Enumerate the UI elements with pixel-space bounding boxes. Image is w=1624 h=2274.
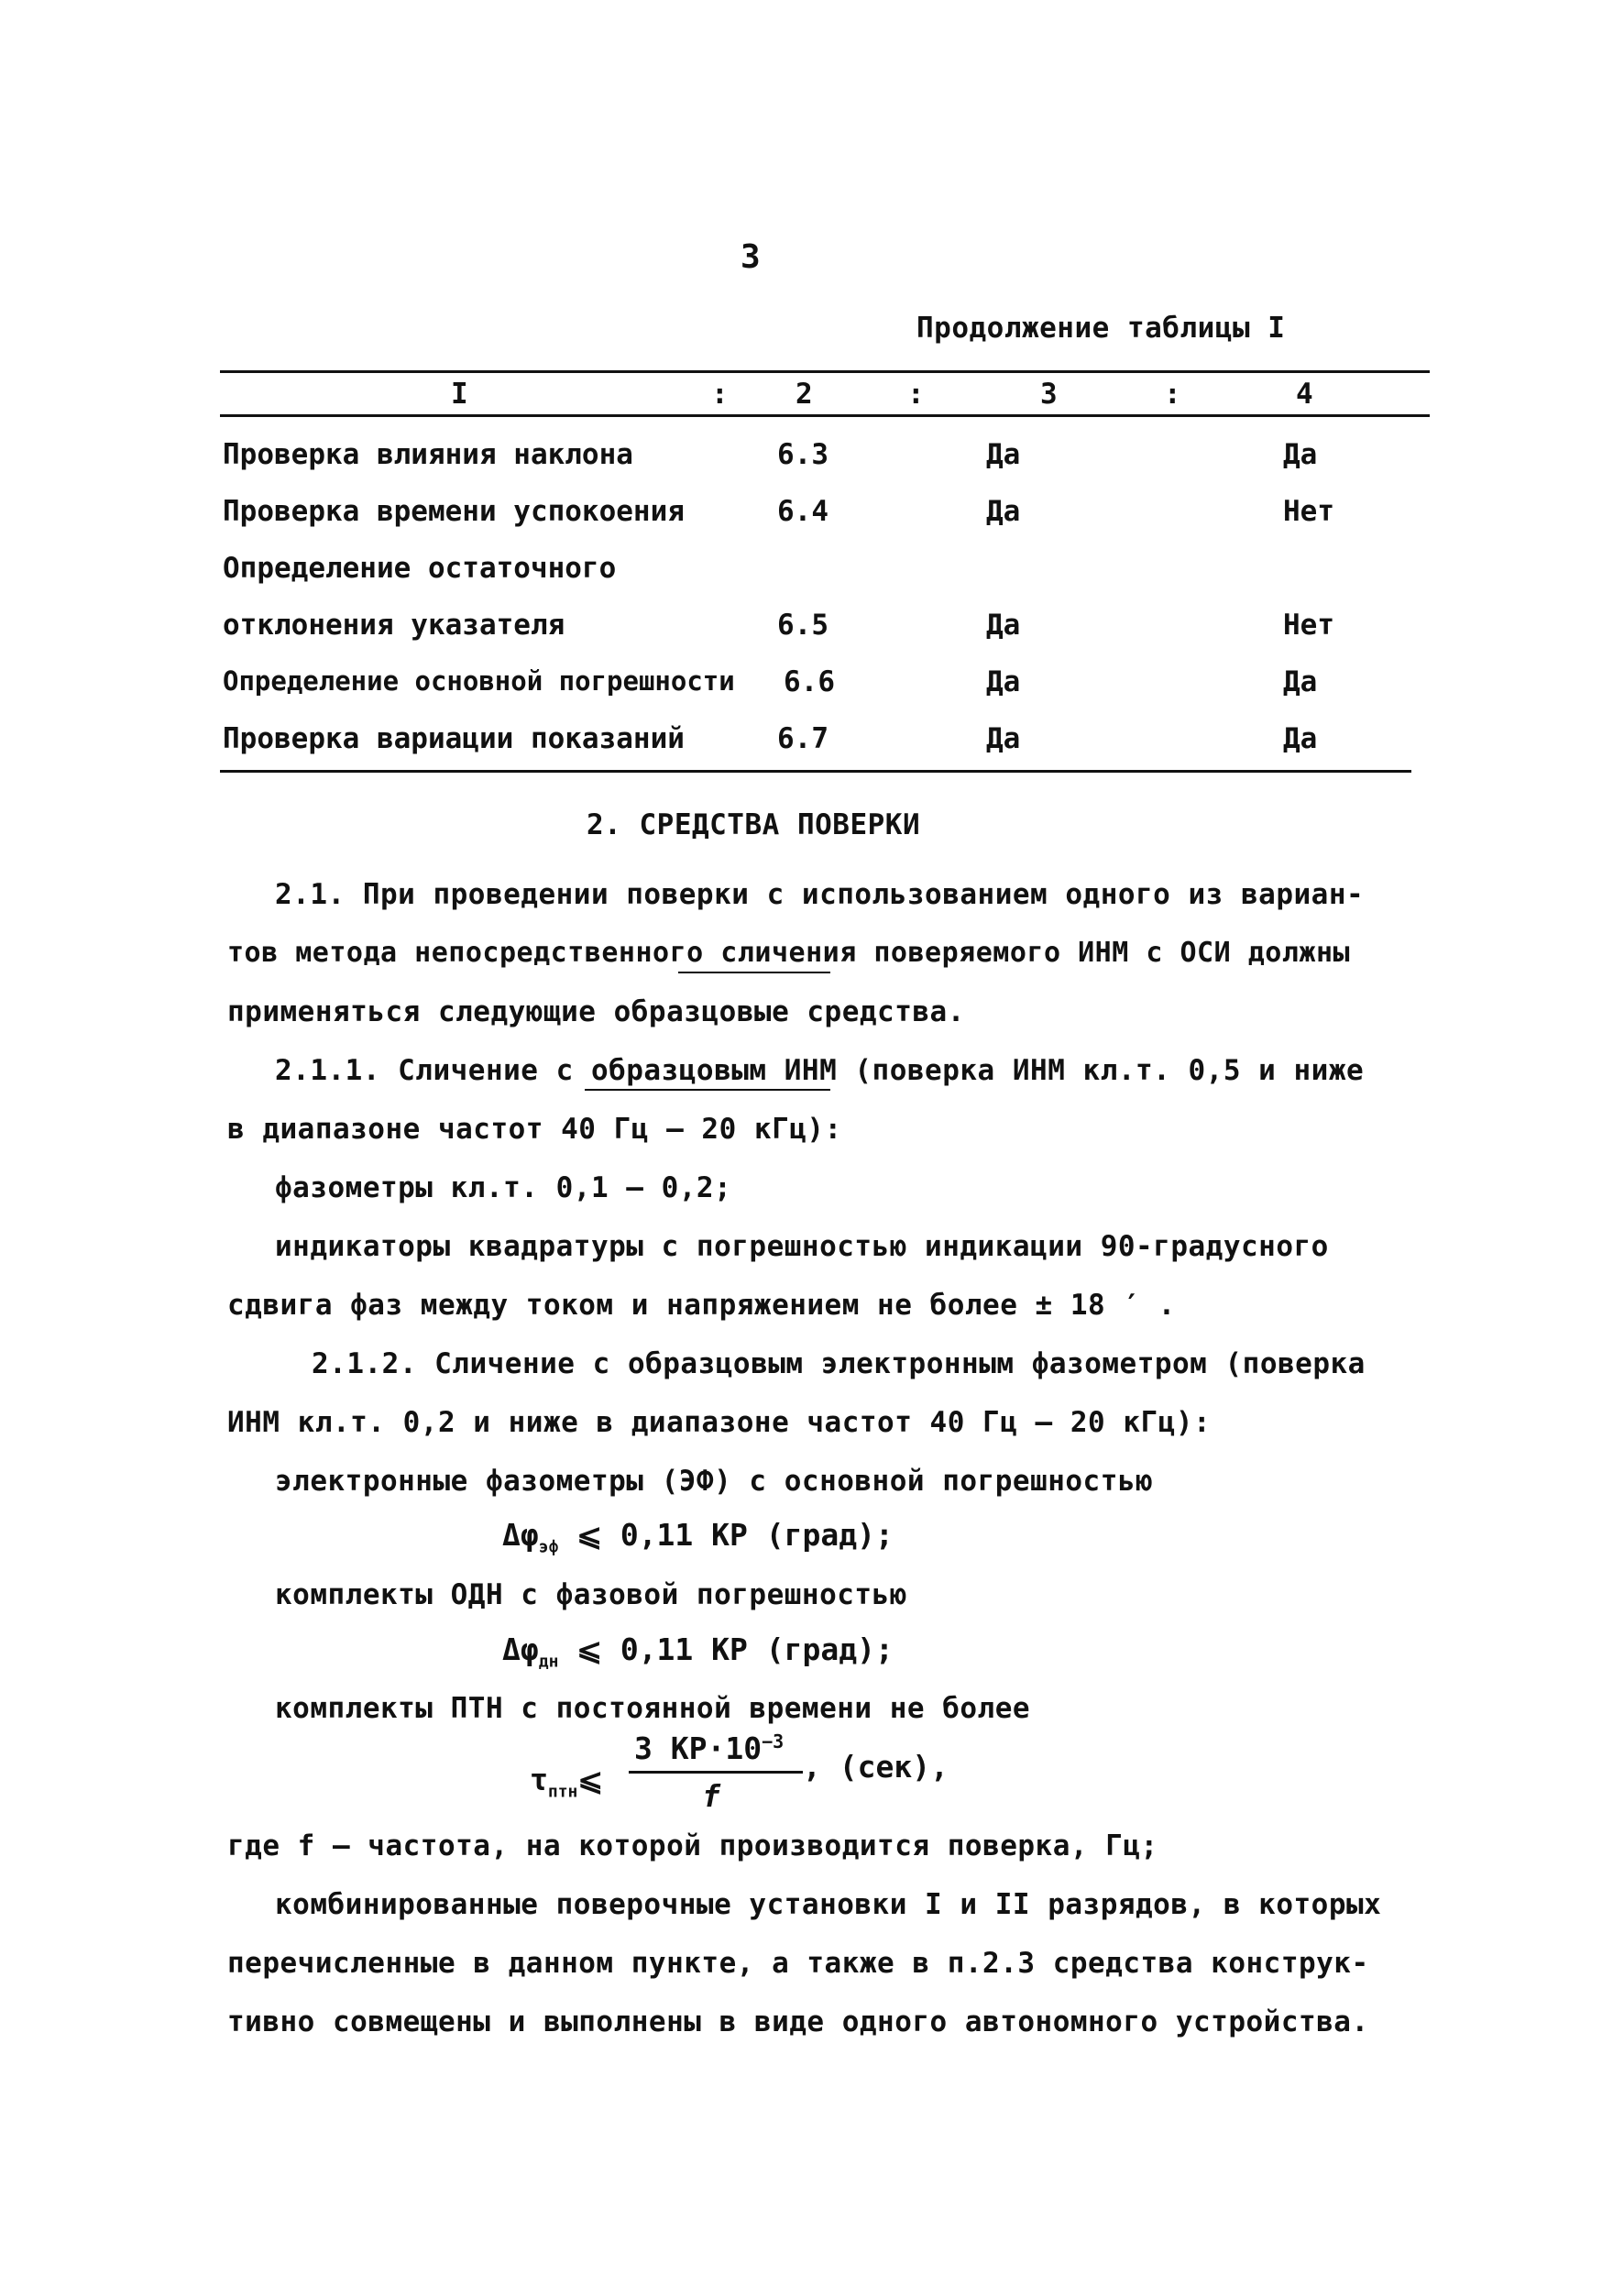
formula-3-subscript: птн bbox=[547, 1782, 578, 1802]
row-6-col3: Да bbox=[986, 722, 1021, 755]
row-6-name: Проверка вариации показаний bbox=[223, 722, 685, 755]
formula-3-numerator bbox=[634, 1730, 784, 1766]
row-1-name: Проверка влияния наклона bbox=[223, 438, 633, 471]
formula-3-le: ⩽ bbox=[577, 1762, 604, 1797]
row-3-name: Определение остаточного bbox=[223, 552, 617, 585]
electronic-phasemeters-line: электронные фазометры (ЭФ) с основной погрешностью bbox=[275, 1465, 1154, 1498]
table-top-rule bbox=[220, 370, 1430, 373]
para-2-1-1-line-2: в диапазоне частот 40 Гц – 20 кГц): bbox=[227, 1113, 842, 1146]
row-5-name: Определение основной погрешности bbox=[223, 665, 735, 697]
row-6-section: 6.7 bbox=[777, 722, 828, 755]
page-number: 3 bbox=[741, 238, 761, 276]
row-2-col4: Нет bbox=[1283, 495, 1334, 528]
combined-line-3: тивно совмещены и выполнены в виде одного автономного устройства. bbox=[227, 2005, 1369, 2038]
formula-3-exp: −3 bbox=[762, 1730, 785, 1752]
phasemeters-line: фазометры кл.т. 0,1 – 0,2; bbox=[275, 1171, 732, 1204]
formula-1-rest: ⩽ 0,11 КР (град); bbox=[558, 1517, 894, 1553]
para-2-1-2-line-2: ИНМ кл.т. 0,2 и ниже в диапазоне частот 40 Гц – 20 кГц): bbox=[227, 1406, 1212, 1439]
formula-3-lhs bbox=[530, 1762, 603, 1802]
formula-ef-error bbox=[502, 1517, 894, 1557]
row-5-col4: Да bbox=[1283, 665, 1318, 698]
quadrature-line-1: индикаторы квадратуры с погрешностью индикации 90-градусного bbox=[275, 1230, 1329, 1263]
row-2-section: 6.4 bbox=[777, 495, 828, 528]
row-6-col4: Да bbox=[1283, 722, 1318, 755]
odn-line: комплекты ОДН с фазовой погрешностью bbox=[275, 1578, 907, 1611]
row-1-col4: Да bbox=[1283, 438, 1318, 471]
row-4-col3: Да bbox=[986, 609, 1021, 642]
table-header-rule bbox=[220, 414, 1430, 417]
quadrature-line-2: сдвига фаз между током и напряжением не более ± 18 ′ . bbox=[227, 1289, 1176, 1322]
row-4-name: отклонения указателя bbox=[223, 609, 565, 642]
ptn-line: комплекты ПТН с постоянной времени не более bbox=[275, 1692, 1031, 1725]
formula-2-rest: ⩽ 0,11 КР (град); bbox=[558, 1631, 894, 1667]
para-2-1-2-line-1: 2.1.2. Сличение с образцовым электронным фазометром (поверка bbox=[312, 1347, 1366, 1380]
header-sep-1: : bbox=[711, 378, 729, 411]
row-5-col3: Да bbox=[986, 665, 1021, 698]
header-col-1: I bbox=[451, 378, 468, 411]
row-2-col3: Да bbox=[986, 495, 1021, 528]
section-title: 2. СРЕДСТВА ПОВЕРКИ bbox=[587, 808, 921, 841]
table-bottom-rule bbox=[220, 770, 1411, 773]
formula-3-denominator: f bbox=[702, 1778, 720, 1814]
row-5-section: 6.6 bbox=[784, 665, 835, 698]
row-1-section: 6.3 bbox=[777, 438, 828, 471]
row-4-section: 6.5 bbox=[777, 609, 828, 642]
row-2-name: Проверка времени успокоения bbox=[223, 495, 685, 528]
combined-line-2: перечисленные в данном пункте, а также в п.2.3 средства конструк- bbox=[227, 1947, 1369, 1980]
row-4-col4: Нет bbox=[1283, 609, 1334, 642]
formula-3-fraction-bar bbox=[629, 1771, 803, 1774]
formula-dn-error bbox=[502, 1631, 894, 1672]
formula-2-symbol: Δφ bbox=[502, 1631, 539, 1667]
underline-obrazcovym bbox=[585, 1089, 830, 1091]
row-1-col3: Да bbox=[986, 438, 1021, 471]
formula-3-num: 3 КР·10 bbox=[634, 1730, 763, 1766]
para-2-1-line-3: применяться следующие образцовые средства. bbox=[227, 995, 965, 1028]
table-caption: Продолжение таблицы I bbox=[916, 312, 1286, 345]
formula-3-symbol: τ bbox=[530, 1762, 548, 1797]
para-2-1-line-2: тов метода непосредственного сличения поверяемого ИНМ с ОСИ должны bbox=[227, 937, 1351, 969]
formula-1-subscript: эф bbox=[538, 1537, 559, 1557]
underline-slicheniya bbox=[678, 972, 830, 973]
header-sep-2: : bbox=[907, 378, 925, 411]
header-col-4: 4 bbox=[1296, 378, 1313, 411]
combined-line-1: комбинированные поверочные установки I и II разрядов, в которых bbox=[275, 1888, 1382, 1921]
header-col-2: 2 bbox=[796, 378, 813, 411]
para-2-1-1-line-1: 2.1.1. Сличение с образцовым ИНМ (поверка ИНМ кл.т. 0,5 и ниже bbox=[275, 1054, 1365, 1087]
formula-3-tail: , (сек), bbox=[803, 1749, 949, 1785]
header-col-3: 3 bbox=[1040, 378, 1058, 411]
header-sep-3: : bbox=[1164, 378, 1181, 411]
formula-1-symbol: Δφ bbox=[502, 1517, 539, 1553]
formula-2-subscript: дн bbox=[538, 1652, 559, 1672]
where-line: где f – частота, на которой производится поверка, Гц; bbox=[227, 1829, 1158, 1862]
para-2-1-line-1: 2.1. При проведении поверки с использованием одного из вариан- bbox=[275, 878, 1365, 911]
